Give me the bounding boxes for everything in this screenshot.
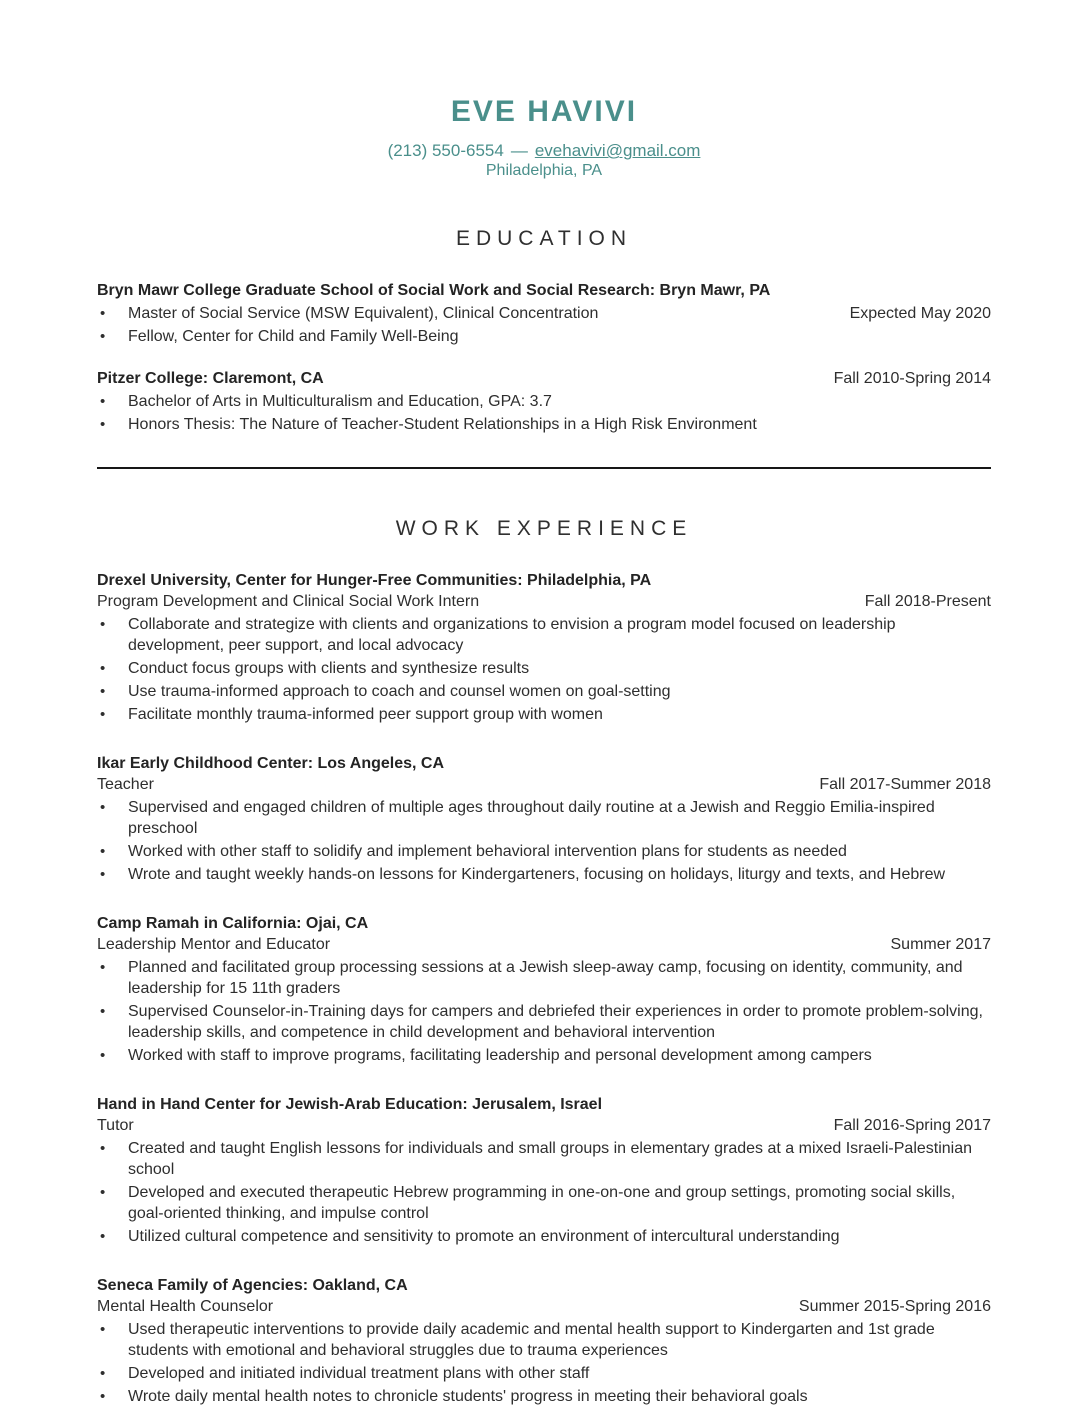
bullet-item <box>97 1363 991 1384</box>
bullet-item <box>97 326 991 347</box>
education-section <box>97 280 991 435</box>
bullet-item <box>97 704 991 725</box>
education-entry-bryn-mawr <box>97 280 991 347</box>
bullet-text: • Worked with other staff to solidify and implement behavioral intervention plans for students as needed <box>128 843 847 860</box>
work-entry-seneca <box>97 1275 991 1407</box>
bullet-item <box>97 1045 991 1066</box>
organization-name: Drexel University, Center for Hunger-Free Communities: Philadelphia, PA <box>97 572 652 589</box>
role-row <box>97 934 991 955</box>
bullet-text: • Use trauma-informed approach to coach and counsel women on goal-setting <box>128 683 671 700</box>
section-title-work-experience: WORK EXPERIENCE <box>395 517 693 540</box>
bullet-list <box>97 303 991 347</box>
bullet-text: • Planned and facilitated group processing sessions at a Jewish sleep-away camp, focusing on identity, community, and leadership for 15 11th graders <box>128 959 963 997</box>
job-title: Mental Health Counselor <box>97 1298 274 1315</box>
entry-date: Fall 2018-Present <box>864 593 991 610</box>
bullet-text: • Facilitate monthly trauma-informed peer support group with women <box>128 706 603 723</box>
entry-head <box>97 280 991 301</box>
bullet-item <box>97 658 991 679</box>
candidate-name: EVE HAVIVI <box>450 95 638 128</box>
bullet-item <box>97 1226 991 1247</box>
bullet-item <box>97 303 991 324</box>
bullet-list <box>97 614 991 725</box>
email-link[interactable]: evehavivi@gmail.com <box>534 141 701 160</box>
organization-name: Hand in Hand Center for Jewish-Arab Education: Jerusalem, Israel <box>97 1096 603 1113</box>
section-title-education: EDUCATION <box>455 227 633 250</box>
role-row <box>97 591 991 612</box>
bullet-item <box>97 1386 991 1407</box>
work-entry-hand-in-hand <box>97 1094 991 1247</box>
work-entry-ikar <box>97 753 991 885</box>
bullet-list <box>97 391 991 435</box>
bullet-text: • Developed and initiated individual treatment plans with other staff <box>128 1365 590 1382</box>
role-row <box>97 774 991 795</box>
education-entry-pitzer <box>97 368 991 435</box>
bullet-text: • Used therapeutic interventions to provide daily academic and mental health support to Kindergarten and 1st grade students with emotional and behavioral struggles due to trauma experiences <box>128 1321 935 1359</box>
resume-header <box>97 96 991 181</box>
bullet-list <box>97 797 991 885</box>
bullet-item <box>97 681 991 702</box>
bullet-text: • Developed and executed therapeutic Hebrew programming in one-on-one and group settings, promoting social skills, goal-oriented thinking, and impulse control <box>128 1184 956 1222</box>
role-row <box>97 1296 991 1317</box>
bullet-text: • Bachelor of Arts in Multiculturalism and Education, GPA: 3.7 <box>128 393 552 410</box>
bullet-text: • Utilized cultural competence and sensitivity to promote an environment of intercultural understanding <box>128 1228 840 1245</box>
bullet-text: • Fellow, Center for Child and Family Well-Being <box>128 328 459 345</box>
bullet-item <box>97 1001 991 1043</box>
organization-name: Seneca Family of Agencies: Oakland, CA <box>97 1277 408 1294</box>
job-title: Teacher <box>97 776 154 793</box>
entry-date: Fall 2010-Spring 2014 <box>833 370 991 387</box>
entry-head <box>97 570 991 591</box>
section-divider <box>97 467 991 469</box>
bullet-list <box>97 1138 991 1247</box>
bullet-item <box>97 391 991 412</box>
bullet-text: • Conduct focus groups with clients and synthesize results <box>128 660 530 677</box>
bullet-item <box>97 1138 991 1180</box>
location-text: Philadelphia, PA <box>485 162 603 179</box>
phone-number: (213) 550-6554 <box>387 141 504 160</box>
job-title: Tutor <box>97 1117 134 1134</box>
bullet-item <box>97 414 991 435</box>
contact-line <box>97 140 991 161</box>
job-title: Program Development and Clinical Social Work Intern <box>97 593 480 610</box>
entry-head <box>97 1094 991 1115</box>
entry-date: Fall 2016-Spring 2017 <box>833 1117 991 1134</box>
entry-date: Summer 2015-Spring 2016 <box>798 1298 991 1315</box>
organization-name: Ikar Early Childhood Center: Los Angeles, CA <box>97 755 445 772</box>
bullet-item <box>97 957 991 999</box>
entry-date: Fall 2017-Summer 2018 <box>819 776 991 793</box>
bullet-text: • Wrote and taught weekly hands-on lessons for Kindergarteners, focusing on holidays, liturgy and texts, and Hebrew <box>128 866 946 883</box>
bullet-text: • Worked with staff to improve programs, facilitating leadership and personal development among campers <box>128 1047 872 1064</box>
organization-name: Camp Ramah in California: Ojai, CA <box>97 915 369 932</box>
role-row <box>97 1115 991 1136</box>
bullet-item <box>97 864 991 885</box>
entry-head <box>97 913 991 934</box>
bullet-item <box>97 797 991 839</box>
bullet-list <box>97 957 991 1066</box>
bullet-text: • Supervised Counselor-in-Training days for campers and debriefed their experiences in order to promote problem-solving, leadership skills, and competence in child development and behavioral intervention <box>128 1003 983 1041</box>
entry-date: Summer 2017 <box>890 936 991 953</box>
bullet-item <box>97 1319 991 1361</box>
bullet-item <box>97 841 991 862</box>
bullet-text: • Wrote daily mental health notes to chronicle students' progress in meeting their behavioral goals <box>128 1388 808 1405</box>
bullet-item <box>97 1182 991 1224</box>
work-entry-camp-ramah <box>97 913 991 1066</box>
work-entry-drexel <box>97 570 991 725</box>
work-experience-section <box>97 570 991 1407</box>
bullet-text: • Master of Social Service (MSW Equivalent), Clinical Concentration <box>128 305 599 322</box>
bullet-date: Expected May 2020 <box>849 305 991 322</box>
entry-head <box>97 368 991 389</box>
contact-separator: — <box>510 141 528 160</box>
organization-name: Bryn Mawr College Graduate School of Social Work and Social Research: Bryn Mawr, PA <box>97 282 771 299</box>
bullet-text: • Supervised and engaged children of multiple ages throughout daily routine at a Jewish and Reggio Emilia-inspired preschool <box>128 799 935 837</box>
entry-head <box>97 753 991 774</box>
bullet-list <box>97 1319 991 1407</box>
bullet-item <box>97 614 991 656</box>
entry-head <box>97 1275 991 1296</box>
organization-name: Pitzer College: Claremont, CA <box>97 370 324 387</box>
bullet-text: • Honors Thesis: The Nature of Teacher-Student Relationships in a High Risk Environment <box>128 416 757 433</box>
job-title: Leadership Mentor and Educator <box>97 936 331 953</box>
bullet-text: • Created and taught English lessons for individuals and small groups in elementary grades at a mixed Israeli-Palestinian school <box>128 1140 973 1178</box>
bullet-text: • Collaborate and strategize with clients and organizations to envision a program model focused on leadership development, peer support, and local advocacy <box>128 616 896 654</box>
